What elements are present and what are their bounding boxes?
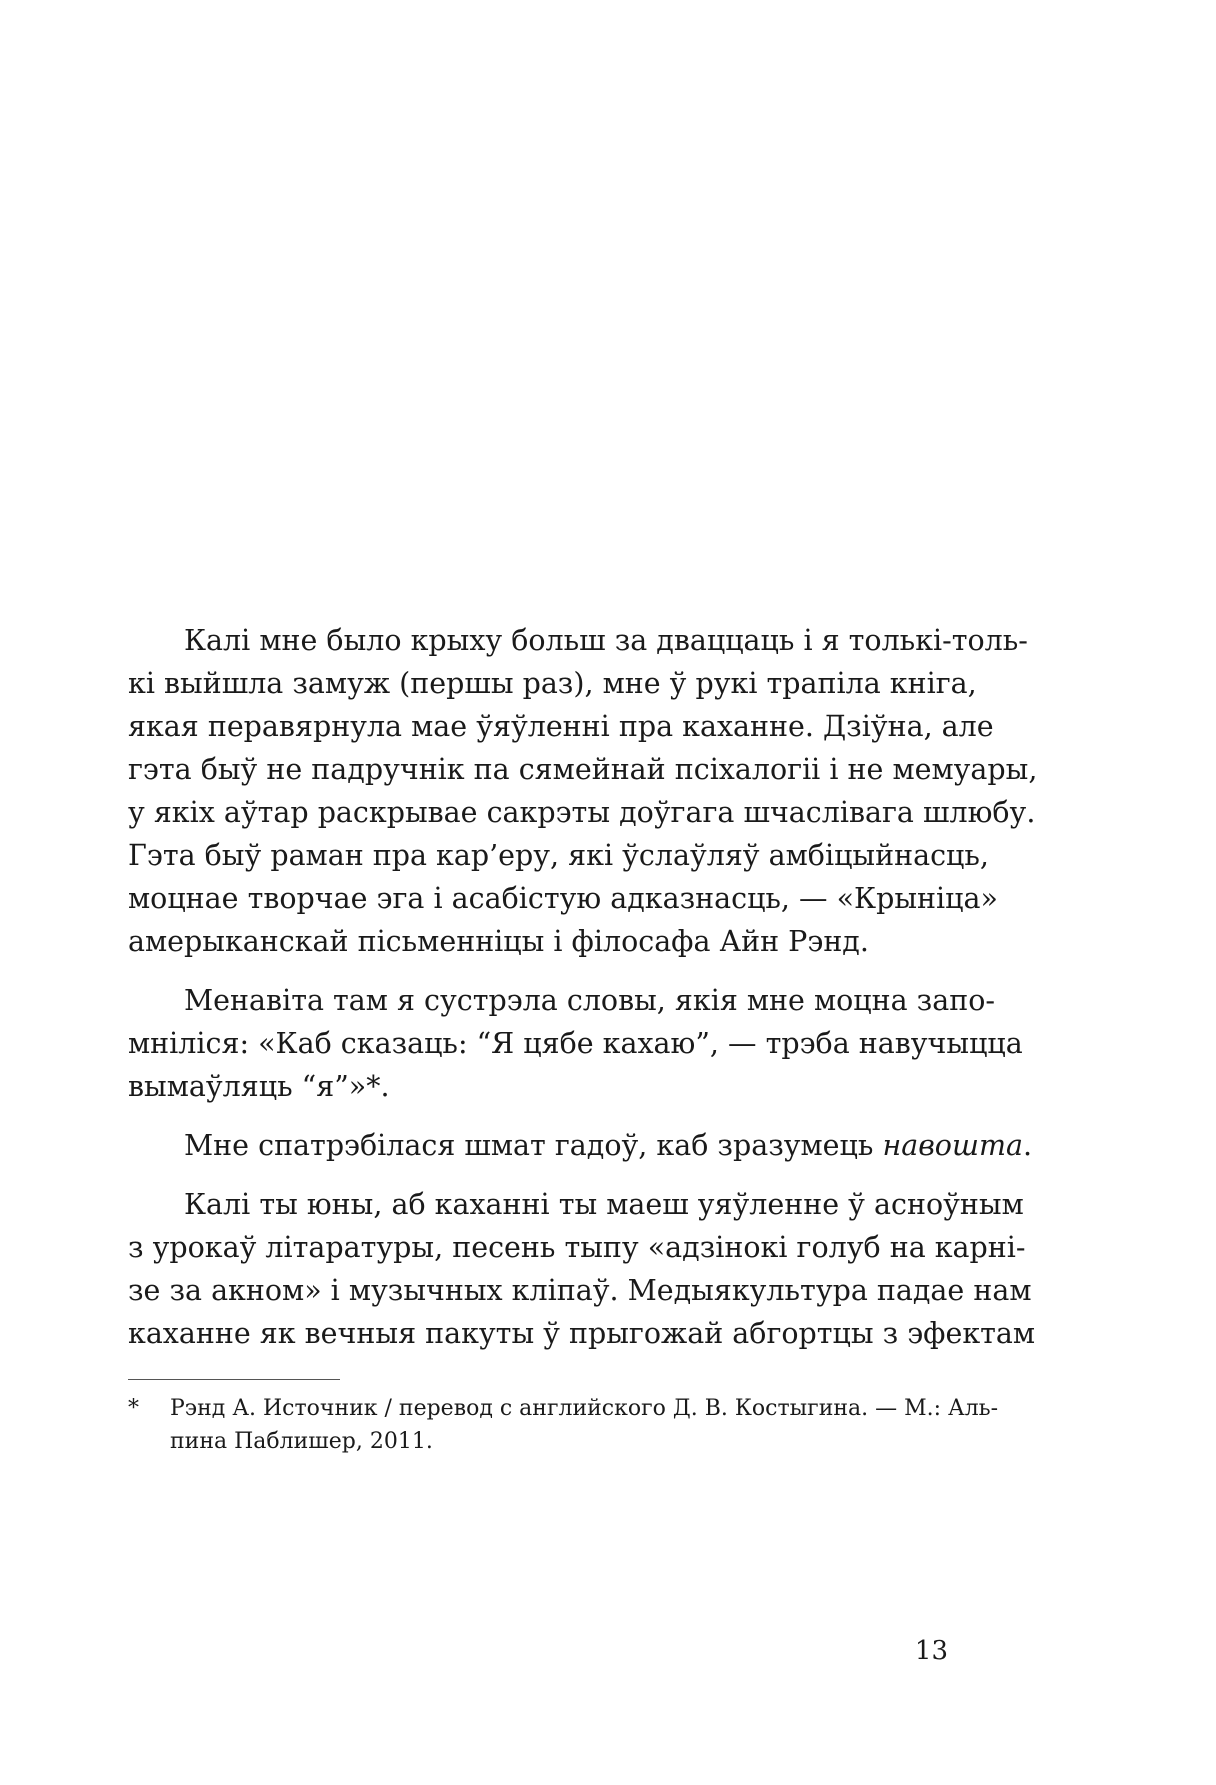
text-line: у якіх аўтар раскрывае сакрэты доўгага шчаслівага шлюбу.: [128, 796, 1036, 829]
text-line: Менавіта там я сустрэла словы, якія мне моцна запо-: [184, 984, 995, 1017]
text-line: Калі мне было крыху больш за дваццаць і я толькі-толь-: [184, 624, 1028, 657]
text-line: [128, 1124, 1033, 1167]
text-line: якая перавярнула мае ўяўленні пра каханне. Дзіўна, але: [128, 710, 994, 743]
text-line: кі выйшла замуж (першы раз), мне ў рукі трапіла кніга,: [128, 667, 977, 700]
text-line: каханне як вечныя пакуты ў прыгожай абгортцы з эфектам: [128, 1317, 1036, 1350]
footnote-divider: [128, 1379, 340, 1380]
footnote-line: пина Паблишер, 2011.: [170, 1429, 433, 1454]
text-segment: Мне спатрэбілася шмат гадоў, каб зразумець: [184, 1129, 883, 1162]
body-text: [128, 619, 1038, 1355]
text-line: вымаўляць “я”»*.: [128, 1070, 390, 1103]
page-number: 13: [914, 1636, 948, 1666]
paragraph-2: [128, 979, 1023, 1108]
text-line: з урокаў літаратуры, песень тыпу «адзінокі голуб на карні-: [128, 1231, 1026, 1264]
footnote-marker: *: [128, 1396, 139, 1421]
text-line: зе за акном» і музычных кліпаў. Медыякультура падае нам: [128, 1274, 1032, 1307]
paragraph-3: [128, 1124, 1033, 1167]
paragraph-1: [128, 619, 1038, 963]
footnote-line: Рэнд А. Источник / перевод с английского Д. В. Костыгина. — М.: Аль-: [170, 1396, 999, 1421]
paragraph-4: [128, 1183, 1036, 1355]
text-line: Гэта быў раман пра кар’еру, які ўслаўляў амбіцыйнасць,: [128, 839, 989, 872]
text-line: амерыканскай пісьменніцы і філосафа Айн Рэнд.: [128, 925, 869, 958]
footnote: [128, 1392, 999, 1458]
footnote-text: [170, 1392, 999, 1458]
text-segment: .: [1022, 1129, 1033, 1162]
text-line: моцнае творчае эга і асабістую адказнасць, — «Крыніца»: [128, 882, 998, 915]
emphasis-text: навошта: [882, 1129, 1023, 1162]
text-line: мніліся: «Каб сказаць: “Я цябе кахаю”, — трэба навучыцца: [128, 1027, 1023, 1060]
text-line: Калі ты юны, аб каханні ты маеш уяўленне ў асноўным: [184, 1188, 1024, 1221]
text-line: гэта быў не падручнік па сямейнай псіхалогіі і не мемуары,: [128, 753, 1038, 786]
